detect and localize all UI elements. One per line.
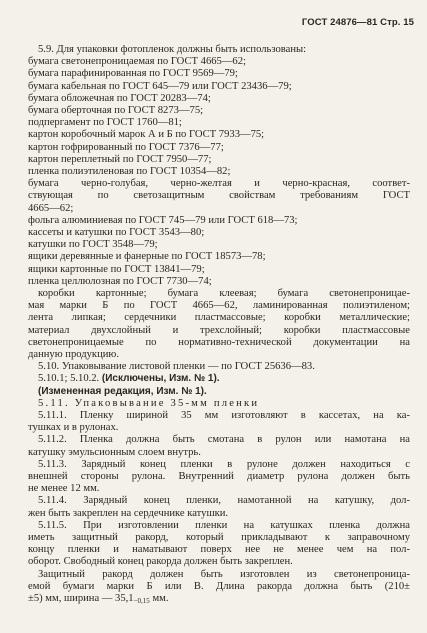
paragraph-5-11-3: 5.11.3. Зарядный конец пленки в рулоне должен находиться с bbox=[38, 458, 410, 470]
amendment-note: (Исключены, Изм. № 1). bbox=[101, 373, 220, 385]
unit-text: мм. bbox=[149, 592, 169, 604]
list-item: картон коробочный марок А и Б по ГОСТ 7933—75; bbox=[28, 129, 265, 141]
list-item-continued: светонепроницаемые по нормативно-технической документации на bbox=[28, 336, 410, 348]
list-item: пленка целлюлозная по ГОСТ 7730—74; bbox=[28, 275, 212, 287]
list-item-continued: материал двухслойный и трехслойный; коробки пластмассовые bbox=[28, 324, 410, 336]
list-item-continued: лента липкая; сердечники пластмассовые; коробки металлические; bbox=[28, 312, 410, 324]
list-item-continued: ствующая по светозащитным свойствам требованиям ГОСТ bbox=[28, 190, 410, 202]
section-heading: 5.11. Упаковывание 35-мм пленки bbox=[38, 397, 260, 409]
list-item: бумага обложечная по ГОСТ 20283—74; bbox=[28, 92, 211, 104]
page-header: ГОСТ 24876—81 Стр. 15 bbox=[301, 17, 414, 28]
list-item: ящики деревянные и фанерные по ГОСТ 18573—78; bbox=[28, 251, 266, 263]
list-item: фольга алюминиевая по ГОСТ 745—79 или ГОСТ 618—73; bbox=[28, 214, 298, 226]
paragraph-5-10: 5.10. Упаковывание листовой пленки — по ГОСТ 25636—83. bbox=[38, 361, 315, 373]
width-value: ±5) мм, ширина — 35,1 bbox=[28, 592, 134, 604]
paragraph-5-9: 5.9. Для упаковки фотопленок должны быть использованы: bbox=[38, 44, 307, 55]
paragraph-5-11-1: 5.11.1. Пленку шириной 35 мм изготовляют в кассетах, на ка- bbox=[38, 409, 410, 421]
paragraph-continued: иметь защитный ракорд, который прикладывают к заправочному bbox=[28, 531, 410, 543]
list-item: картон переплетный по ГОСТ 7950—77; bbox=[28, 153, 212, 165]
document-body bbox=[28, 44, 410, 607]
paragraph-continued: катушку эмульсионным слоем внутрь. bbox=[28, 446, 201, 458]
list-item-continued: 4665—62; bbox=[28, 202, 74, 214]
paragraph-continued: оборот. Свободный конец ракорда должен быть закреплен. bbox=[28, 556, 293, 568]
paragraph-protective-leader: Защитный ракорд должен быть изготовлен из светонепроница- bbox=[38, 568, 410, 580]
list-item: катушки по ГОСТ 3548—79; bbox=[28, 239, 158, 251]
clause-numbers: 5.10.1; 5.10.2. bbox=[38, 373, 100, 385]
tolerance-subscript: −0,15 bbox=[133, 596, 150, 605]
amendment-note: (Измененная редакция, Изм. № 1). bbox=[38, 385, 207, 397]
paragraph-continued: внешней стороны рулона. Внутренний диаметр рулона должен быть bbox=[28, 470, 410, 482]
list-item: бумага оберточная по ГОСТ 8273—75; bbox=[28, 105, 204, 117]
paragraph-continued: тушках и в рулонах. bbox=[28, 422, 119, 434]
paragraph-continued: не менее 12 мм. bbox=[28, 483, 100, 495]
list-item: бумага кабельная по ГОСТ 645—79 или ГОСТ 23436—79; bbox=[28, 80, 292, 92]
list-item: бумага парафинированная по ГОСТ 9569—79; bbox=[28, 68, 238, 80]
list-item-continued: мая марки Б по ГОСТ 4665—62, ламинированная полиэтиленом; bbox=[28, 300, 410, 312]
list-item: бумага черно-голубая, черно-желтая и черно-красная, соответ- bbox=[28, 178, 410, 190]
paragraph-continued: емой бумаги марки Б или В. Длина ракорда должна быть (210± bbox=[28, 580, 410, 592]
list-item: кассеты и катушки по ГОСТ 3543—80; bbox=[28, 227, 205, 239]
paragraph-continued: концу пленки и наматывают поверх нее не менее чем на пол- bbox=[28, 544, 410, 556]
paragraph-5-11-2: 5.11.2. Пленка должна быть смотана в рулон или намотана на bbox=[38, 434, 410, 446]
list-item: пленка полиэтиленовая по ГОСТ 10354—82; bbox=[28, 166, 231, 178]
list-item: подпергамент по ГОСТ 1760—81; bbox=[28, 117, 182, 129]
paragraph-continued: жен быть закреплен на сердечнике катушки. bbox=[28, 507, 229, 519]
list-item: коробки картонные; бумага клеевая; бумага светонепроницае- bbox=[38, 288, 410, 300]
list-item: картон гофрированный по ГОСТ 7376—77; bbox=[28, 141, 224, 153]
paragraph-5-11-5: 5.11.5. При изготовлении пленки на катушках пленка должна bbox=[38, 519, 410, 531]
list-item-continued: данную продукцию. bbox=[28, 348, 119, 360]
list-item: ящики картонные по ГОСТ 13841—79; bbox=[28, 263, 205, 275]
paragraph-5-10-1-2 bbox=[28, 373, 410, 385]
list-item: бумага светонепроницаемая по ГОСТ 4665—62; bbox=[28, 56, 246, 68]
paragraph-continued bbox=[28, 593, 410, 607]
paragraph-5-11-4: 5.11.4. Зарядный конец пленки, намотанной на катушку, дол- bbox=[38, 495, 410, 507]
